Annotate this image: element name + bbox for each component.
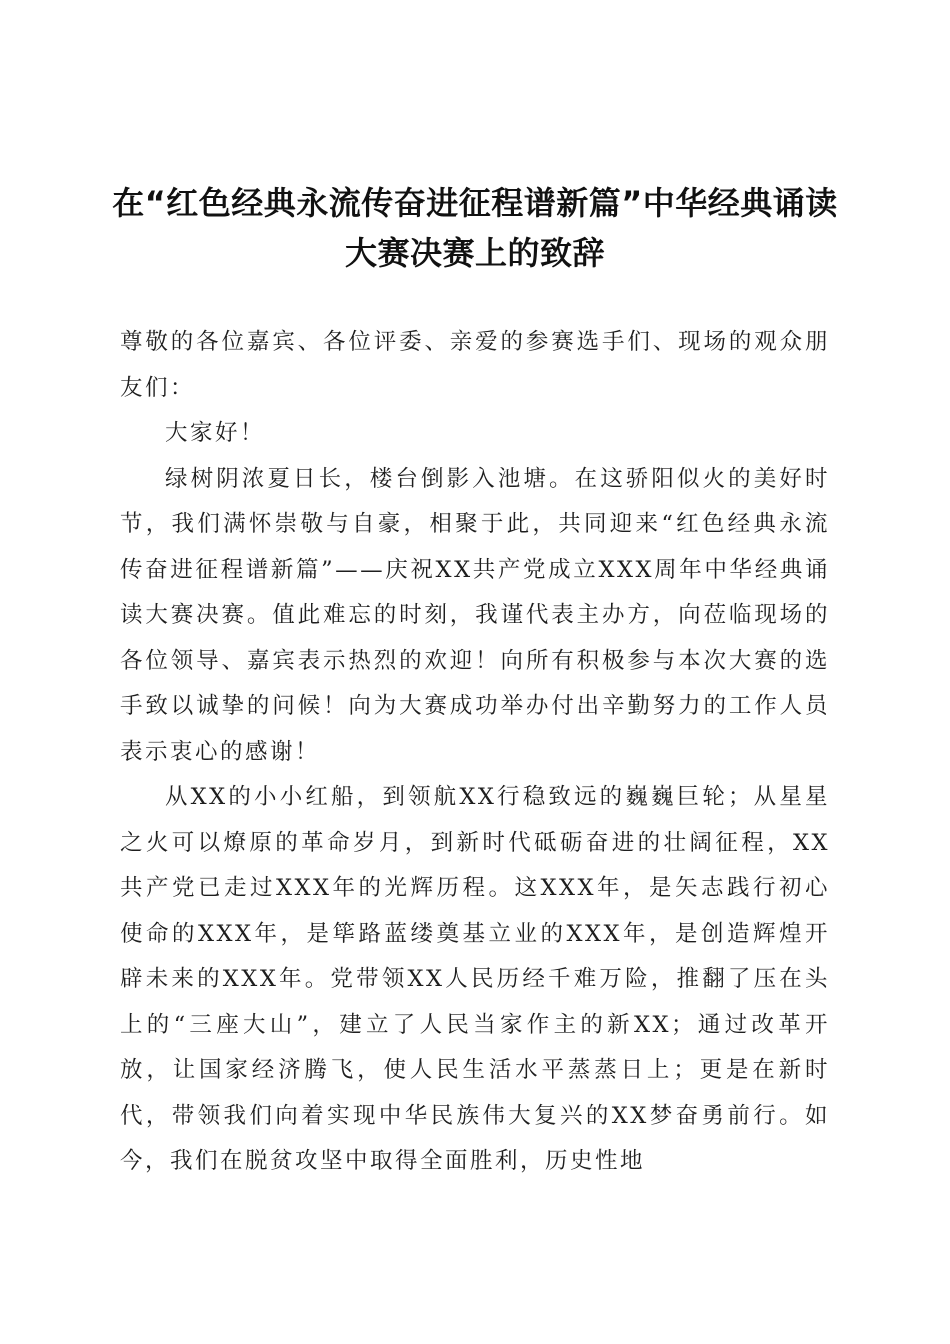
history-paragraph: 从XX的小小红船，到领航XX行稳致远的巍巍巨轮；从星星之火可以燎原的革命岁月，到新时代砥砺奋进的壮阔征程，XX共产党已走过XXX年的光辉历程。这XXX年，是矢志践行初心使命的XXX年，是筚路蓝缕奠基立业的XXX年，是创造辉煌开辟未来的XXX年。党带领XX人民历经千难万险，推翻了压在头上的“三座大山”，建立了人民当家作主的新XX；通过改革开放，让国家经济腾飞，使人民生活水平蒸蒸日上；更是在新时代，带领我们向着实现中华民族伟大复兴的XX梦奋勇前行。如今，我们在脱贫攻坚中取得全面胜利，历史性地 <box>120 784 830 1174</box>
document-title: 在“红色经典永流传奋进征程谱新篇”中华经典诵读大赛决赛上的致辞 <box>112 184 838 272</box>
salutation: 尊敬的各位嘉宾、各位评委、亲爱的参赛选手们、现场的观众朋友们： <box>120 329 830 401</box>
greeting-paragraph: 大家好！ <box>165 420 266 446</box>
document-body <box>120 320 830 1185</box>
welcome-paragraph: 绿树阴浓夏日长，楼台倒影入池塘。在这骄阳似火的美好时节，我们满怀崇敬与自豪，相聚于此，共同迎来“红色经典永流传奋进征程谱新篇”——庆祝XX共产党成立XXX周年中华经典诵读大赛决赛。值此难忘的时刻，我谨代表主办方，向莅临现场的各位领导、嘉宾表示热烈的欢迎！向所有积极参与本次大赛的选手致以诚挚的问候！向为大赛成功举办付出辛勤努力的工作人员表示衷心的感谢！ <box>120 465 830 765</box>
